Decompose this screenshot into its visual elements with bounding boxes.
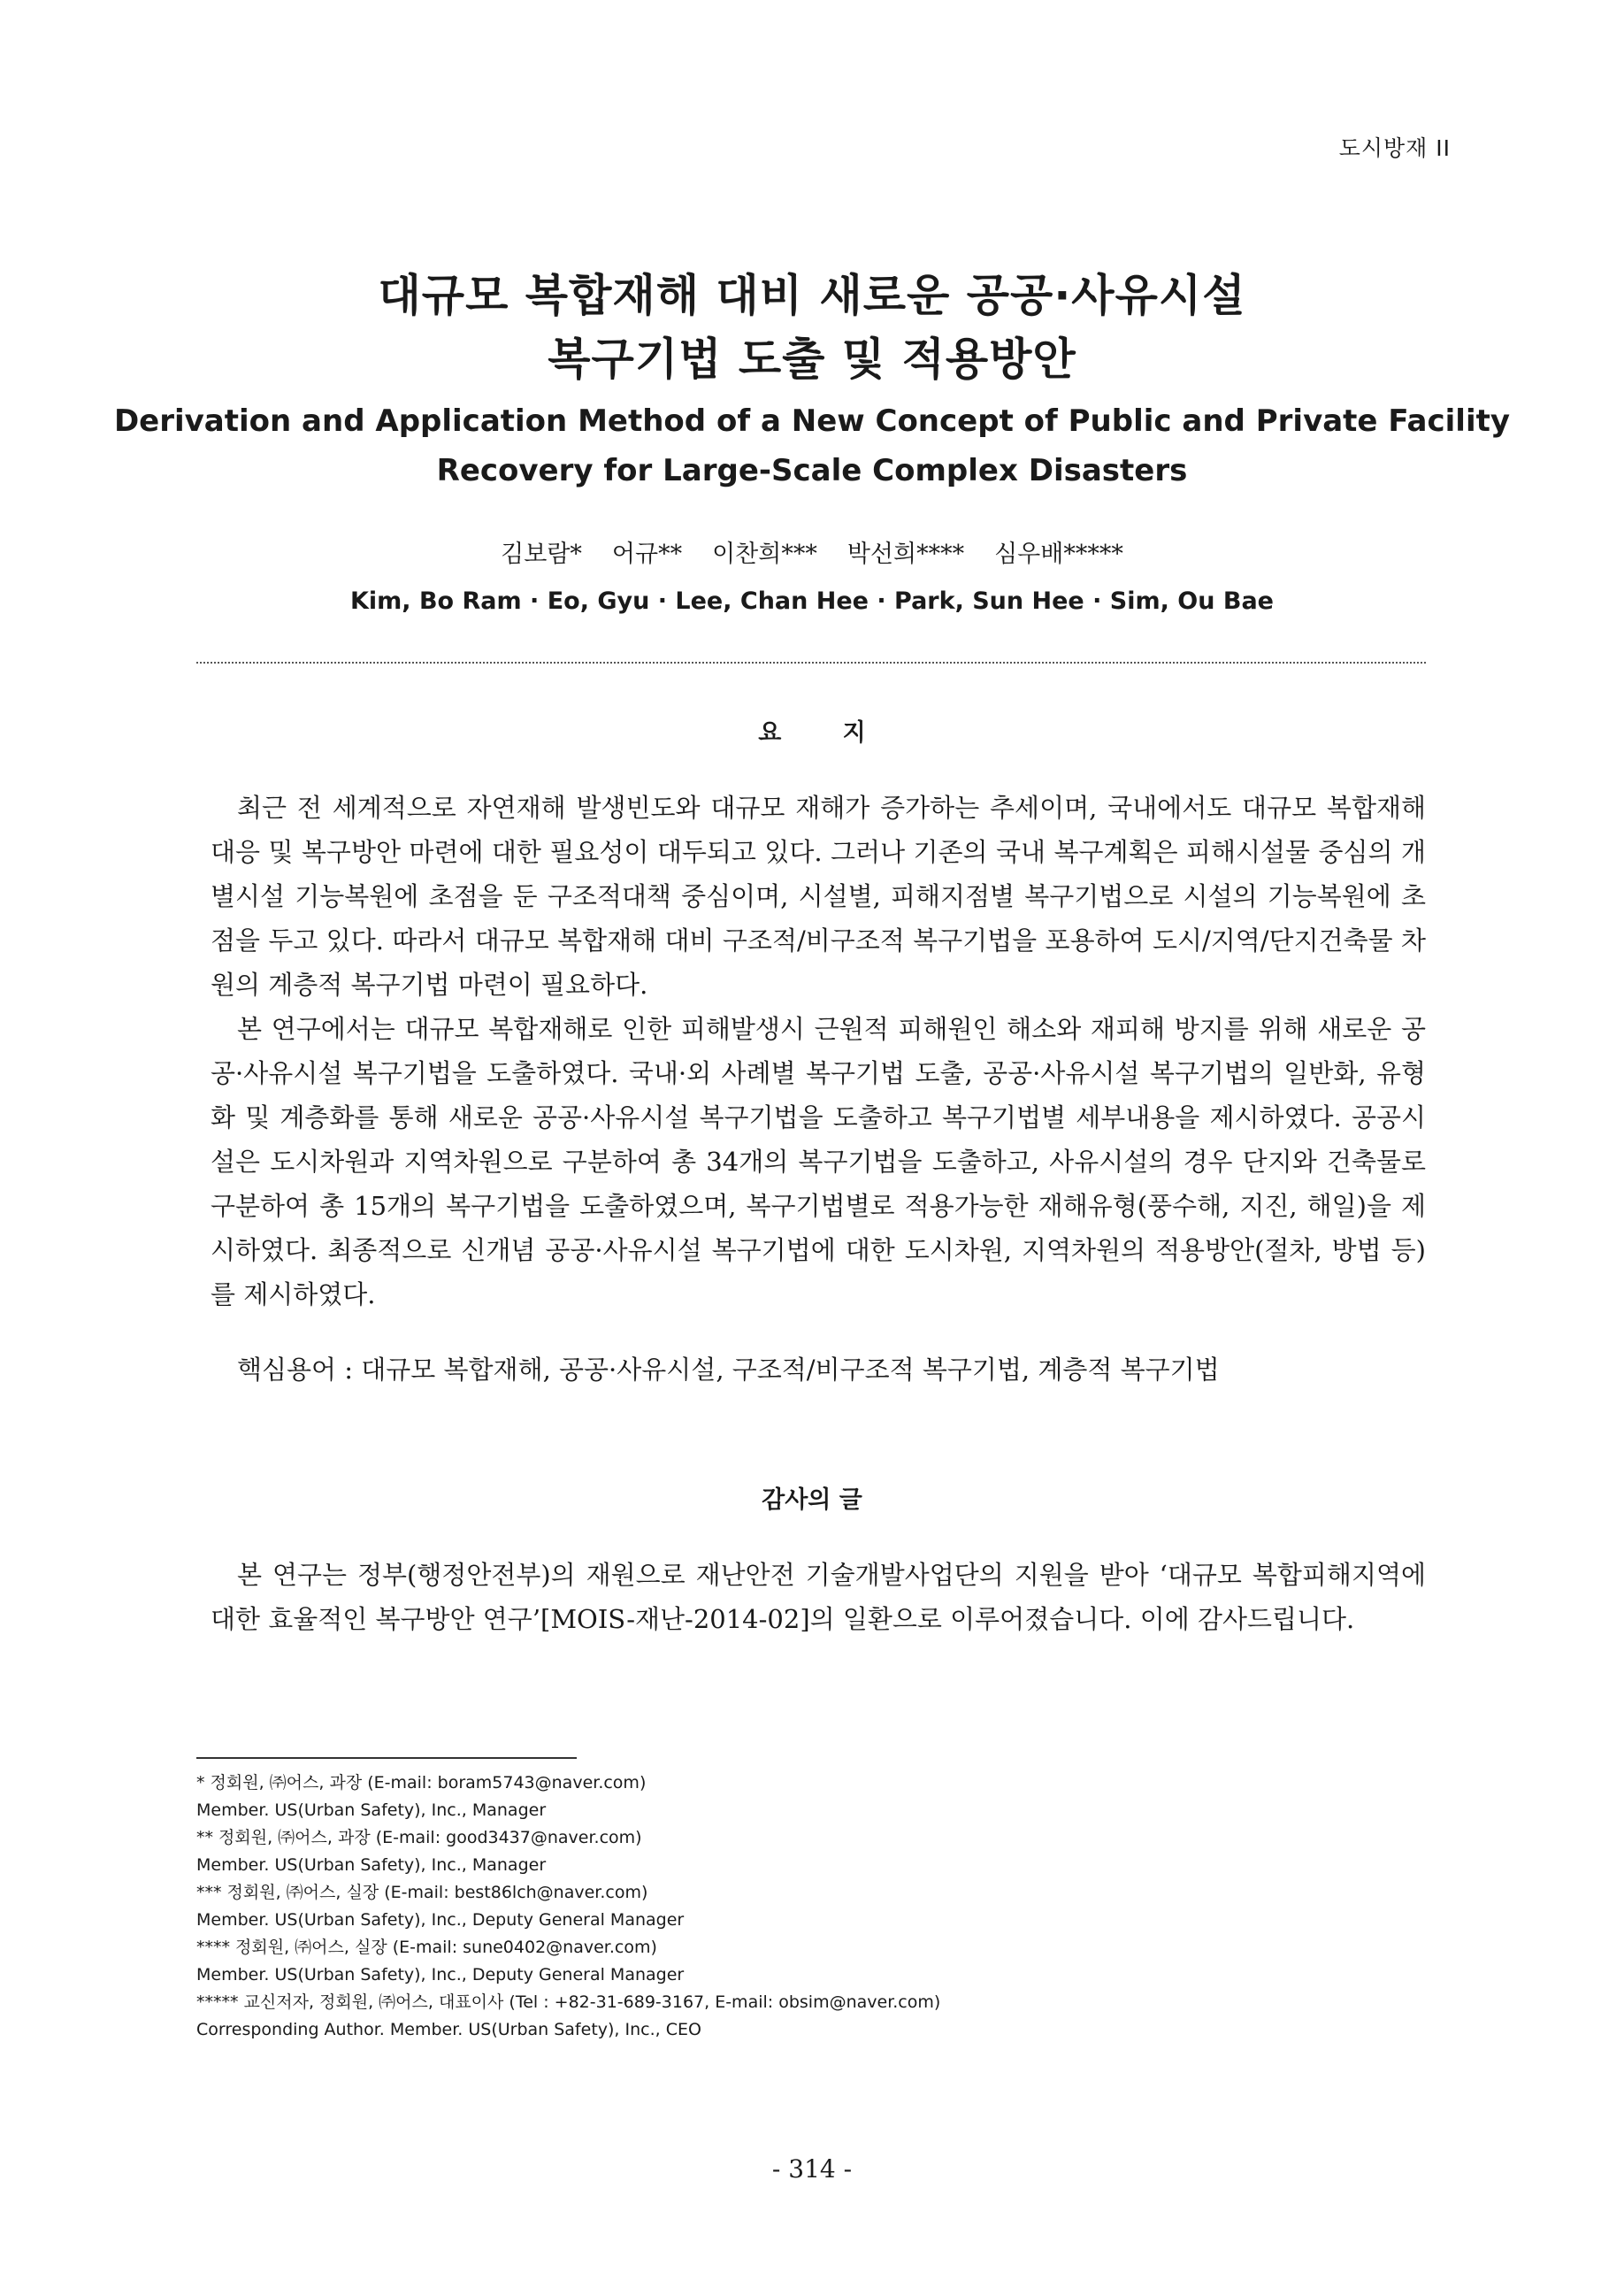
title-korean-line-2: 복구기법 도출 및 적용방안 xyxy=(548,334,1076,385)
footnote-line: Member. US(Urban Safety), Inc., Manager xyxy=(196,1800,547,1820)
footnote-line: **** 정회원, ㈜어스, 실장 (E-mail: sune0402@naver.com) xyxy=(196,1938,657,1957)
abstract-paragraph: 본 연구에서는 대규모 복합재해로 인한 피해발생시 근원적 피해원인 해소와 재피해 방지를 위해 새로운 공공·사유시설 복구기법을 도출하였다. 국내·외 사례별 복구기법 도출, 공공·사유시설 복구기법의 일반화, 유형화 및 계층화를 통해 새로운 공공·사유시설 복구기법을 도출하고 복구기법별 세부내용을 제시하였다. 공공시설은 도시차원과 지역차원으로 구분하여 총 34개의 복구기법을 도출하고, 사유시설의 경우 단지와 건축물로 구분하여 총 15개의 복구기법을 도출하였으며, 복구기법별로 적용가능한 재해유형(풍수해, 지진, 해일)을 제시하였다. 최종적으로 신개념 공공·사유시설 복구기법에 대한 도시차원, 지역차원의 적용방안(절차, 방법 등)를 제시하였다. xyxy=(211,1014,1426,1309)
footnote-line: *** 정회원, ㈜어스, 실장 (E-mail: best86lch@naver.com) xyxy=(196,1883,648,1902)
author-korean: 이찬희*** xyxy=(712,541,817,568)
acknowledgement-heading: 감사의 글 xyxy=(762,1486,862,1514)
abstract-body xyxy=(211,786,1426,1317)
footnote-line: ** 정회원, ㈜어스, 과장 (E-mail: good3437@naver.com) xyxy=(196,1828,642,1847)
footnote-line: ***** 교신저자, 정회원, ㈜어스, 대표이사 (Tel : +82-31-689-3167, E-mail: obsim@naver.com) xyxy=(196,1992,941,2012)
title-block xyxy=(0,264,1624,495)
abstract-heading: 요 지 xyxy=(758,719,892,747)
author-korean: 심우배***** xyxy=(994,541,1123,568)
acknowledgement-text: 본 연구는 정부(행정안전부)의 재원으로 재난안전 기술개발사업단의 지원을 받아 ‘대규모 복합피해지역에 대한 효율적인 복구방안 연구’[MOIS-재난-2014-02]의 일환으로 이루어졌습니다. 이에 감사드립니다. xyxy=(211,1560,1426,1634)
dotted-divider xyxy=(196,662,1426,664)
abstract-paragraph: 최근 전 세계적으로 자연재해 발생빈도와 대규모 재해가 증가하는 추세이며, 국내에서도 대규모 복합재해 대응 및 복구방안 마련에 대한 필요성이 대두되고 있다. 그러나 기존의 국내 복구계획은 피해시설물 중심의 개별시설 기능복원에 초점을 둔 구조적대책 중심이며, 시설별, 피해지점별 복구기법으로 시설의 기능복원에 초점을 두고 있다. 따라서 대규모 복합재해 대비 구조적/비구조적 복구기법을 포용하여 도시/지역/단지건축물 차원의 계층적 복구기법 마련이 필요하다. xyxy=(211,793,1426,1000)
authors-block xyxy=(0,535,1624,622)
footnote-line: Member. US(Urban Safety), Inc., Manager xyxy=(196,1855,547,1875)
footnote-rule xyxy=(196,1757,577,1759)
footnotes xyxy=(196,1769,1435,2044)
authors-korean xyxy=(0,535,1624,574)
footnote-line: * 정회원, ㈜어스, 과장 (E-mail: boram5743@naver.com) xyxy=(196,1773,647,1793)
running-header: 도시방재 II xyxy=(1338,135,1451,161)
footnote-line: Member. US(Urban Safety), Inc., Deputy General Manager xyxy=(196,1910,685,1930)
acknowledgement-body xyxy=(211,1553,1426,1641)
author-korean: 김보람* xyxy=(501,541,582,568)
author-korean: 어규** xyxy=(611,541,683,568)
footnote-line: Member. US(Urban Safety), Inc., Deputy General Manager xyxy=(196,1965,685,1984)
authors-english: Kim, Bo Ram · Eo, Gyu · Lee, Chan Hee · Park, Sun Hee · Sim, Ou Bae xyxy=(350,587,1274,615)
author-korean: 박선희**** xyxy=(846,541,965,568)
page-number: - 314 - xyxy=(771,2154,853,2184)
title-english-line-1: Derivation and Application Method of a New Concept of Public and Private Facility xyxy=(113,403,1511,439)
title-korean-line-1: 대규모 복합재해 대비 새로운 공공·사유시설 xyxy=(378,270,1246,321)
keywords: 핵심용어 : 대규모 복합재해, 공공·사유시설, 구조적/비구조적 복구기법, 계층적 복구기법 xyxy=(237,1355,1220,1385)
footnote-line: Corresponding Author. Member. US(Urban Safety), Inc., CEO xyxy=(196,2020,701,2039)
title-english-line-2: Recovery for Large-Scale Complex Disasters xyxy=(436,453,1188,488)
